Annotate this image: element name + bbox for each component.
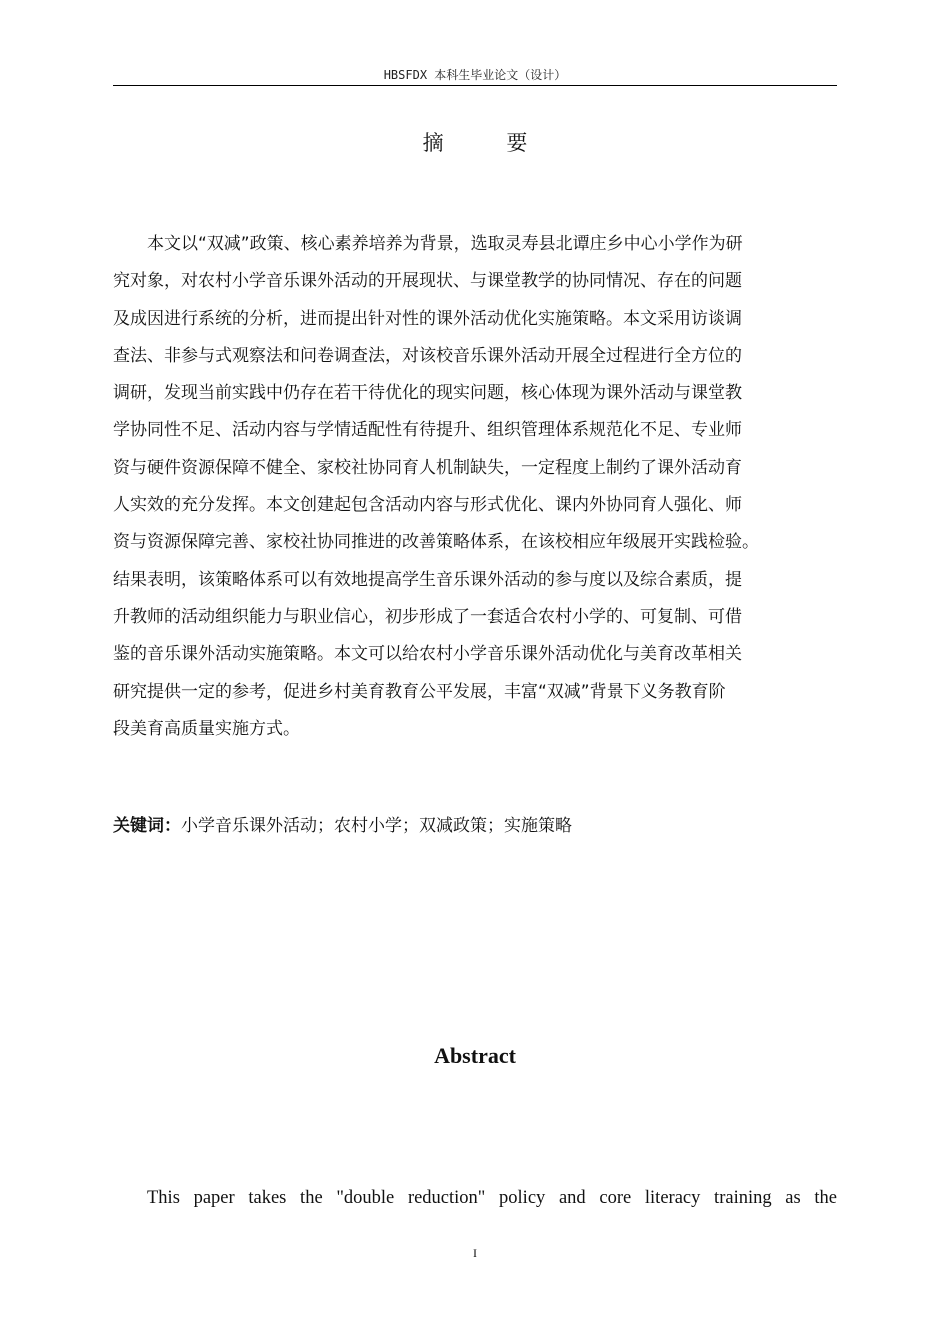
abstract-line: 本文以“双减”政策、核心素养培养为背景，选取灵寿县北谭庄乡中心小学作为研 <box>147 234 743 254</box>
header-divider <box>113 85 837 86</box>
abstract-line: 学协同性不足、活动内容与学情适配性有待提升、组织管理体系规范化不足、专业师 <box>113 420 742 441</box>
abstract-line: 鉴的音乐课外活动实施策略。本文可以给农村小学音乐课外活动优化与美育改革相关 <box>113 644 742 665</box>
abstract-line: 资与资源保障完善、家校社协同推进的改善策略体系，在该校相应年级展开实践检验。 <box>113 532 759 553</box>
abstract-line: 研究提供一定的参考，促进乡村美育教育公平发展，丰富“双减”背景下义务教育阶 <box>113 681 726 702</box>
keywords-text: 小学音乐课外活动；农村小学；双减政策；实施策略 <box>181 816 572 836</box>
abstract-line: 结果表明，该策略体系可以有效地提高学生音乐课外活动的参与度以及综合素质，提 <box>113 569 742 590</box>
abstract-line: 调研，发现当前实践中仍存在若干待优化的现实问题，核心体现为课外活动与课堂教 <box>113 383 742 404</box>
keywords-line <box>113 811 837 836</box>
abstract-line: 段美育高质量实施方式。 <box>113 718 300 739</box>
chinese-abstract-body <box>113 226 837 748</box>
running-header: HBSFDX 本科生毕业论文（设计） <box>383 68 567 82</box>
abstract-line: 资与硬件资源保障不健全、家校社协同育人机制缺失，一定程度上制约了课外活动育 <box>113 457 742 478</box>
abstract-line: 查法、非参与式观察法和问卷调查法，对该校音乐课外活动开展全过程进行全方位的 <box>113 345 742 366</box>
english-abstract-first-line: This paper takes the "double reduction" policy and core literacy training as the <box>147 1188 837 1208</box>
abstract-line: 人实效的充分发挥。本文创建起包含活动内容与形式优化、课内外协同育人强化、师 <box>113 495 742 516</box>
abstract-line: 究对象，对农村小学音乐课外活动的开展现状、与课堂教学的协同情况、存在的问题 <box>113 271 742 292</box>
abstract-line: 升教师的活动组织能力与职业信心，初步形成了一套适合农村小学的、可复制、可借 <box>113 606 742 627</box>
page-number: I <box>473 1246 477 1260</box>
abstract-line: 及成因进行系统的分析，进而提出针对性的课外活动优化实施策略。本文采用访谈调 <box>113 308 742 329</box>
english-abstract-title: Abstract <box>434 1043 516 1068</box>
keywords-label: 关键词： <box>113 816 181 836</box>
chinese-abstract-title: 摘 要 <box>422 131 556 155</box>
